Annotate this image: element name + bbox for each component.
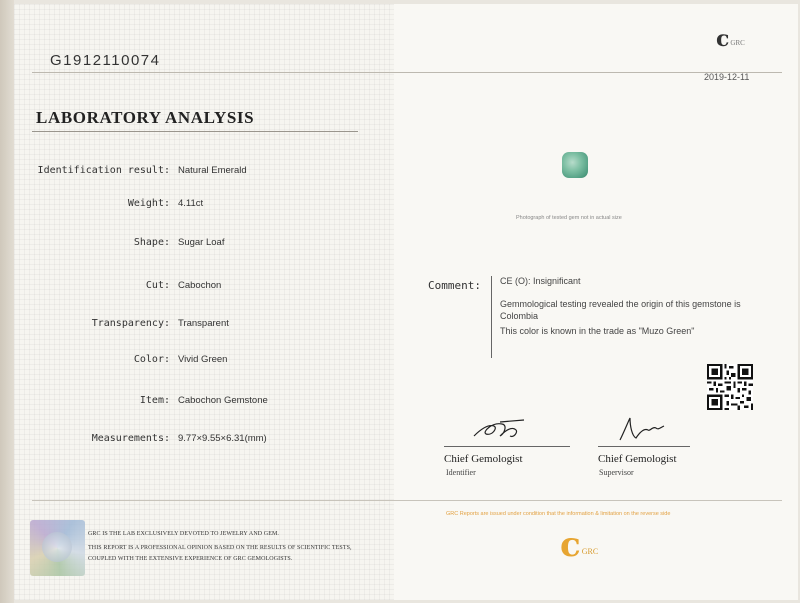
- qr-code-icon: [707, 364, 753, 410]
- field-cut: [0, 280, 221, 291]
- field-value: Vivid Green: [178, 354, 228, 365]
- analysis-divider: [32, 131, 358, 132]
- logo-mark: c: [560, 525, 581, 565]
- field-label: Item:: [139, 395, 170, 406]
- left-page: [14, 4, 394, 600]
- disclaimer-line: COUPLED WITH THE EXTENSIVE EXPERIENCE OF GRC GEMOLOGISTS.: [88, 556, 293, 562]
- field-value: Natural Emerald: [178, 165, 247, 176]
- comment-line: Colombia: [500, 311, 539, 321]
- signature-title: Chief Gemologist: [598, 453, 677, 465]
- field-measurements: [0, 433, 267, 444]
- field-shape: [0, 237, 224, 248]
- footer-divider: [32, 500, 782, 501]
- field-value: Cabochon Gemstone: [178, 395, 268, 406]
- field-value: Sugar Loaf: [178, 237, 225, 248]
- field-item: [0, 395, 268, 406]
- paper-edge: [0, 0, 14, 603]
- report-date: 2019-12-11: [704, 72, 750, 82]
- field-identification: [0, 165, 247, 176]
- field-value: Transparent: [178, 318, 229, 329]
- logo-text: GRC: [730, 39, 745, 47]
- field-label: Weight:: [127, 198, 170, 209]
- field-label: Color:: [133, 354, 170, 365]
- logo-mark: c: [716, 26, 730, 52]
- gemstone-photo: [562, 152, 588, 178]
- signature-role: Identifier: [446, 468, 476, 477]
- field-label: Identification result:: [37, 165, 170, 176]
- field-weight: [0, 198, 203, 209]
- supervisor-signature: [616, 414, 666, 444]
- comment-line: Gemmological testing revealed the origin of this gemstone is: [500, 299, 741, 309]
- hologram-seal-center: [42, 532, 72, 562]
- grc-logo-bottom: [560, 525, 599, 565]
- comment-line: This color is known in the trade as "Muzo Green": [500, 326, 695, 336]
- header-divider: [32, 72, 782, 73]
- logo-text: GRC: [581, 547, 599, 556]
- signature-title: Chief Gemologist: [444, 453, 523, 465]
- signature-role: Supervisor: [599, 468, 634, 477]
- signature-line: [598, 446, 690, 447]
- comment-line: CE (O): Insignificant: [500, 276, 581, 286]
- certificate-number: G1912110074: [50, 52, 161, 69]
- footer-note: GRC Reports are issued under condition that the information & limitation on the reverse side: [446, 511, 671, 517]
- field-label: Shape:: [133, 237, 170, 248]
- grc-logo-top: [716, 28, 745, 50]
- field-label: Measurements:: [91, 433, 170, 444]
- disclaimer-line: THIS REPORT IS A PROFESSIONAL OPINION BASED ON THE RESULTS OF SCIENTIFIC TESTS,: [88, 545, 352, 551]
- analysis-title: LABORATORY ANALYSIS: [36, 108, 255, 127]
- identifier-signature: [470, 412, 530, 444]
- field-value: 9.77×9.55×6.31(mm): [178, 433, 267, 444]
- disclaimer-line: GRC IS THE LAB EXCLUSIVELY DEVOTED TO JEWELRY AND GEM.: [88, 531, 280, 537]
- field-label: Transparency:: [91, 318, 170, 329]
- field-color: [0, 354, 227, 365]
- photo-caption: Photograph of tested gem not in actual size: [516, 215, 622, 221]
- field-transparency: [0, 318, 229, 329]
- field-value: Cabochon: [178, 280, 222, 291]
- signature-line: [444, 446, 570, 447]
- comment-label: Comment:: [428, 279, 481, 292]
- field-value: 4.11ct: [178, 198, 204, 209]
- comment-divider: [491, 276, 492, 358]
- field-label: Cut:: [145, 280, 170, 291]
